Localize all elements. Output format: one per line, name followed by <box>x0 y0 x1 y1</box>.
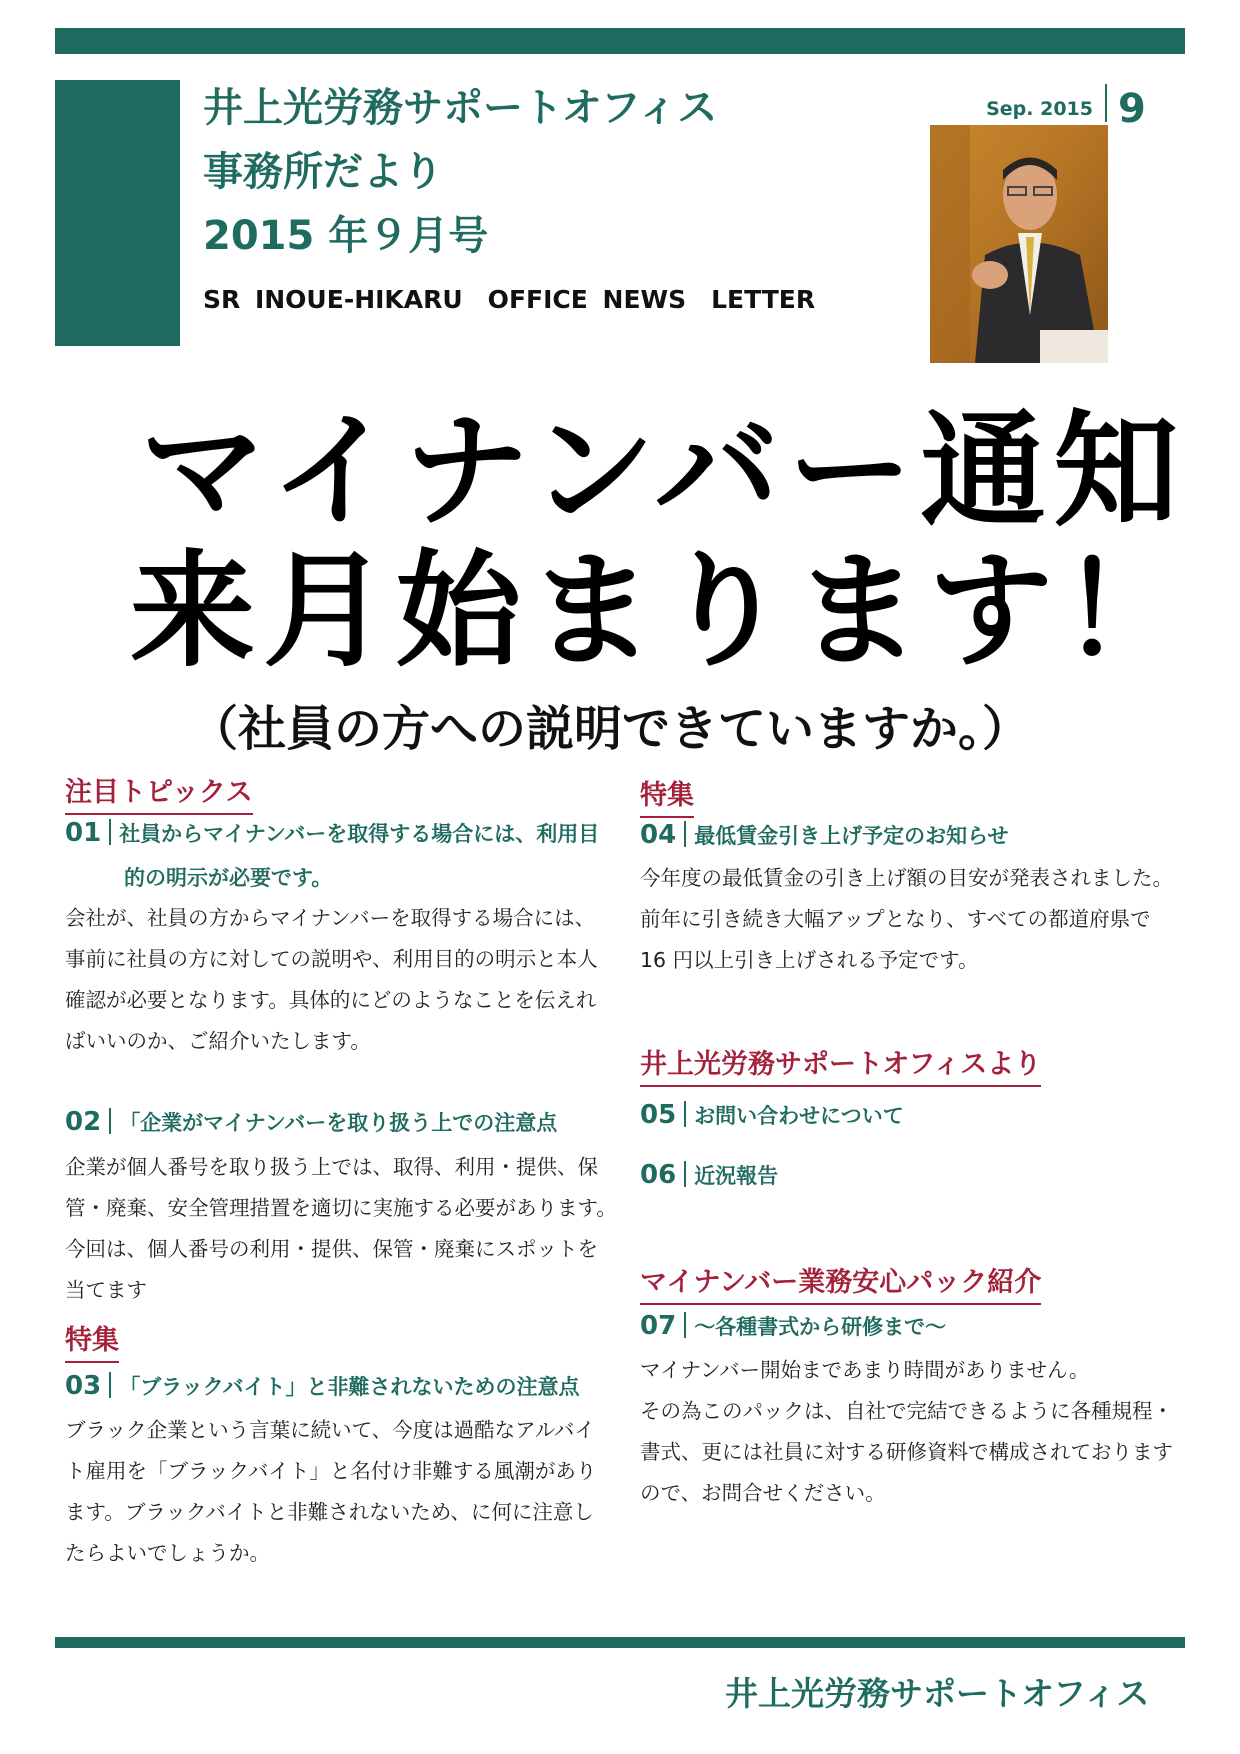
headline-line-1: マイナンバー通知 <box>140 399 1187 544</box>
topic-06-number: 06 <box>640 1160 677 1190</box>
topic-07-body-line: ので、お問合せください。 <box>640 1481 886 1505</box>
section-title-feature-right: 特集 <box>640 773 694 818</box>
topic-01-title-line-2: 的の明示が必要です。 <box>124 866 333 890</box>
topic-01-number: 01 <box>65 818 102 848</box>
headline-line-2: 来月始まります！ <box>130 539 1194 684</box>
topic-04-title <box>640 820 1009 850</box>
topic-02-title-text: 「企業がマイナンバーを取り扱う上での注意点 <box>119 1111 558 1135</box>
topic-03-body-line: たらよいでしょうか。 <box>65 1541 270 1565</box>
topic-07-title <box>640 1311 946 1341</box>
topic-07-title-text: ～各種書式から研修まで～ <box>694 1315 947 1339</box>
newsletter-title: 事務所だより <box>203 149 443 195</box>
bottom-accent-bar <box>55 1637 1185 1648</box>
topic-02-body-line: 今回は、個人番号の利用・提供、保管・廃棄にスポットを <box>65 1237 598 1261</box>
topic-01-body-line: 確認が必要となります。具体的にどのようなことを伝えれ <box>65 988 597 1012</box>
topic-07-body-line: その為このパックは、自社で完結できるように各種規程・ <box>640 1399 1173 1423</box>
topic-01-body <box>65 898 598 1062</box>
footer-office-name: 井上光労務サポートオフィス <box>725 1674 1150 1713</box>
topic-05-title-text: お問い合わせについて <box>694 1104 904 1128</box>
section-title-pack: マイナンバー業務安心パック紹介 <box>640 1260 1041 1305</box>
header-side-block <box>55 80 180 346</box>
topic-04-body-line: 前年に引き続き大幅アップとなり、すべての都道府県で <box>640 907 1151 931</box>
topic-03-body-line: ブラック企業という言葉に続いて、今度は過酷なアルバイ <box>65 1418 595 1442</box>
english-subtitle: SR INOUE-HIKARU OFFICE NEWS LETTER <box>203 285 816 314</box>
topic-07-body-line: 書式、更には社員に対する研修資料で構成されております <box>640 1440 1173 1464</box>
topic-01-title <box>65 818 599 848</box>
topic-02-body <box>65 1147 617 1311</box>
topic-03-title-text: 「ブラックバイト」と非難されないための注意点 <box>119 1375 580 1399</box>
topic-02-title <box>65 1107 557 1137</box>
topic-02-number: 02 <box>65 1107 102 1137</box>
topic-01-body-line: 会社が、社員の方からマイナンバーを取得する場合には、 <box>65 906 596 930</box>
topic-04-title-text: 最低賃金引き上げ予定のお知らせ <box>694 824 1009 848</box>
topic-07-body <box>640 1350 1173 1514</box>
topic-06-title <box>640 1160 778 1190</box>
topic-01-title-line-1: 社員からマイナンバーを取得する場合には、利用目 <box>119 822 600 846</box>
topic-04-body-line: 16 円以上引き上げされる予定です。 <box>640 948 979 972</box>
topic-01-body-line: ばいいのか、ご紹介いたします。 <box>65 1029 371 1053</box>
topic-07-body-line: マイナンバー開始まであまり時間がありません。 <box>640 1358 1090 1382</box>
topic-02-body-line: 当てます <box>65 1278 147 1302</box>
topic-01-body-line: 事前に社員の方に対しての説明や、利用目的の明示と本人 <box>65 947 598 971</box>
section-title-topics: 注目トピックス <box>65 770 253 815</box>
topic-06-title-text: 近況報告 <box>694 1164 779 1188</box>
top-accent-bar <box>55 28 1185 54</box>
topic-03-body <box>65 1410 596 1574</box>
topic-03-number: 03 <box>65 1371 102 1401</box>
topic-04-number: 04 <box>640 820 677 850</box>
subheadline: （社員の方への説明できていますか。） <box>190 701 1031 757</box>
topic-03-title <box>65 1371 580 1401</box>
section-title-office: 井上光労務サポートオフィスより <box>640 1042 1041 1087</box>
issue-separator <box>1105 84 1107 122</box>
topic-07-number: 07 <box>640 1311 677 1341</box>
topic-02-body-line: 企業が個人番号を取り扱う上では、取得、利用・提供、保 <box>65 1155 598 1179</box>
section-title-feature-left: 特集 <box>65 1318 119 1363</box>
issue-date: Sep. 2015 <box>986 98 1093 120</box>
topic-04-body-line: 今年度の最低賃金の引き上げ額の目安が発表されました。 <box>640 866 1173 890</box>
issue-title: 2015 年９月号 <box>203 213 489 259</box>
portrait-photo <box>930 125 1108 363</box>
issue-number: 9 <box>1118 86 1146 132</box>
topic-04-body <box>640 858 1173 981</box>
topic-03-body-line: ト雇用を「ブラックバイト」と名付け非難する風潮があり <box>65 1459 597 1483</box>
topic-03-body-line: ます。ブラックバイトと非難されないため、に何に注意し <box>65 1500 594 1524</box>
office-title: 井上光労務サポートオフィス <box>203 85 718 131</box>
topic-05-title <box>640 1100 904 1130</box>
topic-02-body-line: 管・廃棄、安全管理措置を適切に実施する必要があります。 <box>65 1196 617 1220</box>
topic-05-number: 05 <box>640 1100 677 1130</box>
